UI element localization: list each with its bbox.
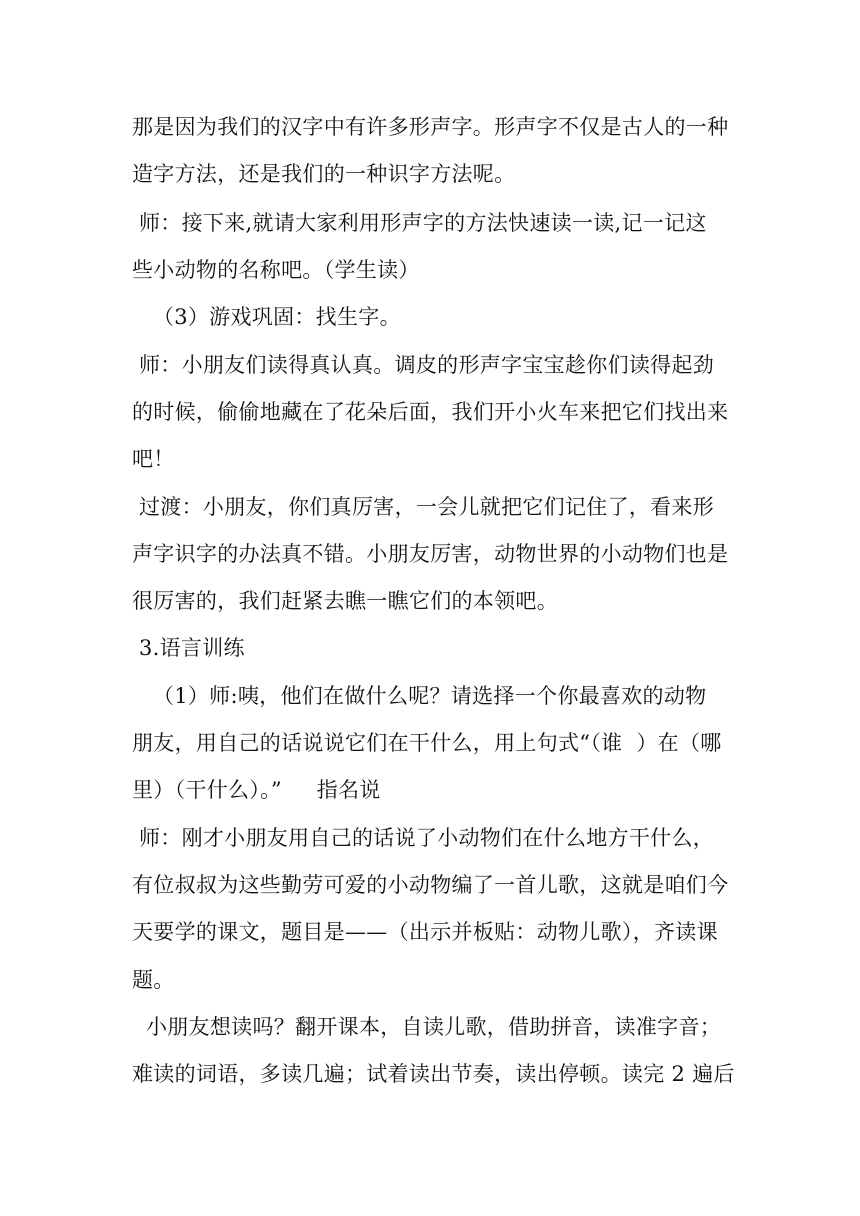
text-line: 声字识字的办法真不错。小朋友厉害，动物世界的小动物们也是 — [132, 542, 729, 566]
text-line: 小朋友想读吗？翻开课本，自读儿歌，借助拼音，读准字音； — [132, 1015, 722, 1039]
text-line: 天要学的课文，题目是——（出示并板贴：动物儿歌），齐读课 — [132, 920, 718, 944]
section-heading: 3.语言训练 — [132, 636, 245, 660]
text-line: 朋友，用自己的话说说它们在干什么，用上句式“（谁 ）在（哪 — [132, 731, 722, 755]
text-line: 造字方法，还是我们的一种识字方法呢。 — [132, 162, 516, 186]
text-line: 师：接下来,就请大家利用形声字的方法快速读一读,记一记这 — [132, 211, 707, 235]
text-line: 的时候，偷偷地藏在了花朵后面，我们开小火车来把它们找出来 — [132, 400, 729, 424]
text-line: 些小动物的名称吧。（学生读） — [132, 258, 420, 282]
text-line: 题。 — [132, 968, 175, 992]
text-line: 里）（干什么）。” 指名说 — [132, 778, 381, 802]
subheading-line: （3）游戏巩固：找生字。 — [132, 305, 401, 329]
text-line: 吧！ — [132, 447, 175, 471]
text-line: 那是因为我们的汉字中有许多形声字。形声字不仅是古人的一种 — [132, 115, 729, 139]
text-line: 过渡：小朋友，你们真厉害，一会儿就把它们记住了，看来形 — [132, 495, 715, 519]
text-line: 师：小朋友们读得真认真。调皮的形声字宝宝趁你们读得起劲 — [132, 353, 715, 377]
text-line: （1）师:咦，他们在做什么呢？请选择一个你最喜欢的动物 — [132, 684, 707, 708]
text-line: 师：刚才小朋友用自己的话说了小动物们在什么地方干什么， — [132, 826, 715, 850]
text-line: 很厉害的，我们赶紧去瞧一瞧它们的本领吧。 — [132, 589, 558, 613]
text-line: 有位叔叔为这些勤劳可爱的小动物编了一首儿歌，这就是咱们今 — [132, 873, 729, 897]
text-line: 难读的词语，多读几遍；试着读出节奏，读出停顿。读完 2 遍后 — [132, 1062, 735, 1086]
